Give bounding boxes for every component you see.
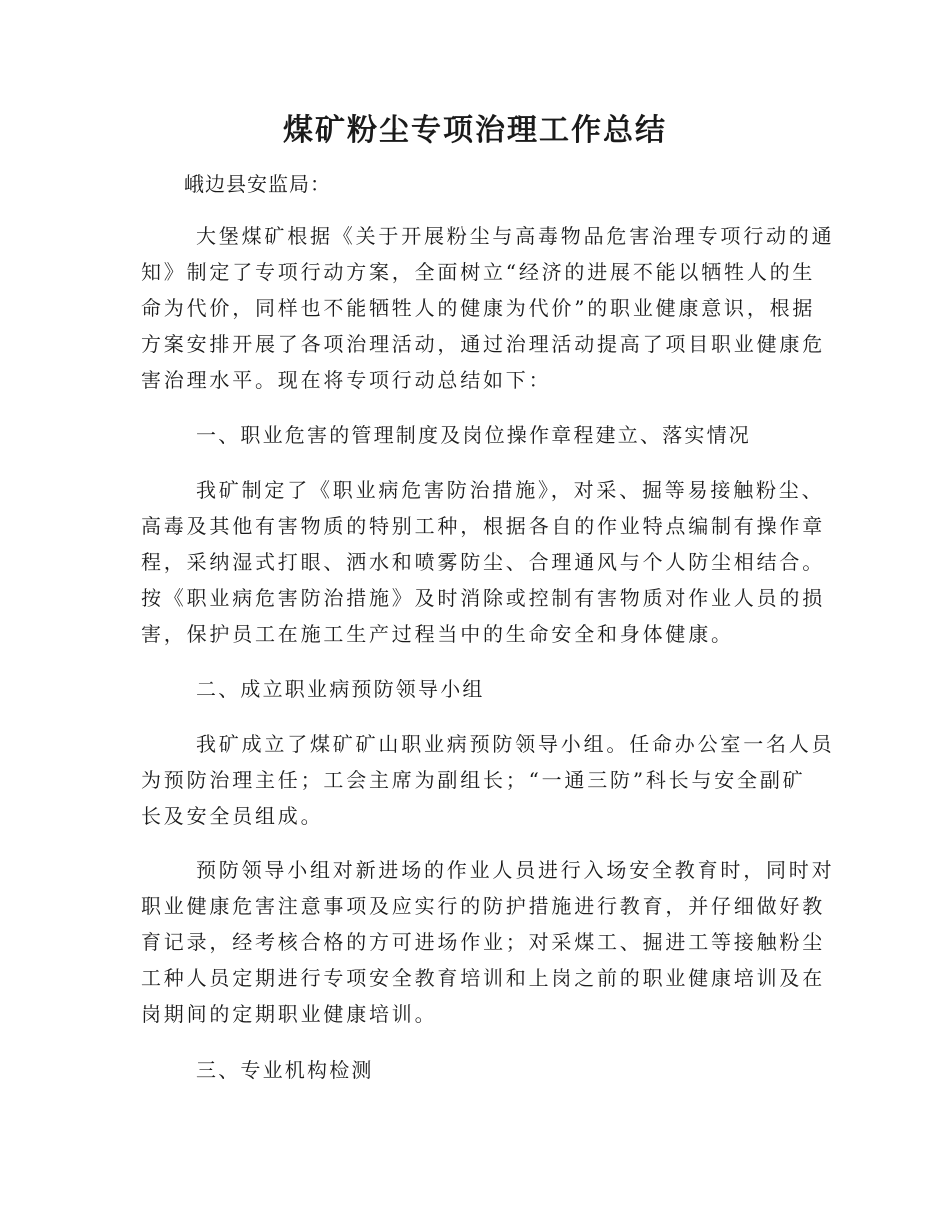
section-1-line: 我矿制定了《职业病危害防治措施》，对采、掘等易接触粉尘、 <box>196 478 825 502</box>
section-1-line: 程，采纳湿式打眼、洒水和喷雾防尘、合理通风与个人防尘相结合。 <box>141 550 825 574</box>
section-2-line: 我矿成立了煤矿矿山职业病预防领导小组。任命办公室一名人员 <box>196 732 835 756</box>
section-2-line: 职业健康危害注意事项及应实行的防护措施进行教育，并仔细做好教 <box>141 894 825 918</box>
intro-line: 命为代价，同样也不能牺牲人的健康为代价”的职业健康意识，根据 <box>141 296 816 320</box>
intro-line: 害治理水平。现在将专项行动总结如下： <box>141 368 552 392</box>
section-1-heading: 一、职业危害的管理制度及岗位操作章程建立、落实情况 <box>196 423 751 447</box>
section-2-line: 育记录，经考核合格的方可进场作业；对采煤工、掘进工等接触粉尘 <box>141 930 825 954</box>
section-2-line: 为预防治理主任；工会主席为副组长；“一通三防”科长与安全副矿 <box>141 768 806 792</box>
intro-line: 知》制定了专项行动方案，全面树立“经济的进展不能以牺牲人的生 <box>141 260 816 284</box>
section-1-line: 害，保护员工在施工生产过程当中的生命安全和身体健康。 <box>141 622 734 646</box>
section-2-line: 长及安全员组成。 <box>141 804 324 828</box>
section-3-heading: 三、专业机构检测 <box>196 1058 374 1082</box>
section-1-line: 按《职业病危害防治措施》及时消除或控制有害物质对作业人员的损 <box>141 586 825 610</box>
section-1-line: 高毒及其他有害物质的特别工种，根据各自的作业特点编制有操作章 <box>141 514 825 538</box>
document-title: 煤矿粉尘专项治理工作总结 <box>283 113 667 148</box>
intro-line: 方案安排开展了各项治理活动，通过治理活动提高了项目职业健康危 <box>141 332 825 356</box>
section-2-line: 预防领导小组对新进场的作业人员进行入场安全教育时，同时对 <box>196 858 835 882</box>
section-2-line: 工种人员定期进行专项安全教育培训和上岗之前的职业健康培训及在 <box>141 966 825 990</box>
intro-line: 大堡煤矿根据《关于开展粉尘与高毒物品危害治理专项行动的通 <box>196 224 835 248</box>
section-2-heading: 二、成立职业病预防领导小组 <box>196 677 485 701</box>
section-2-line: 岗期间的定期职业健康培训。 <box>141 1002 438 1026</box>
addressee: 峨边县安监局： <box>184 172 331 196</box>
